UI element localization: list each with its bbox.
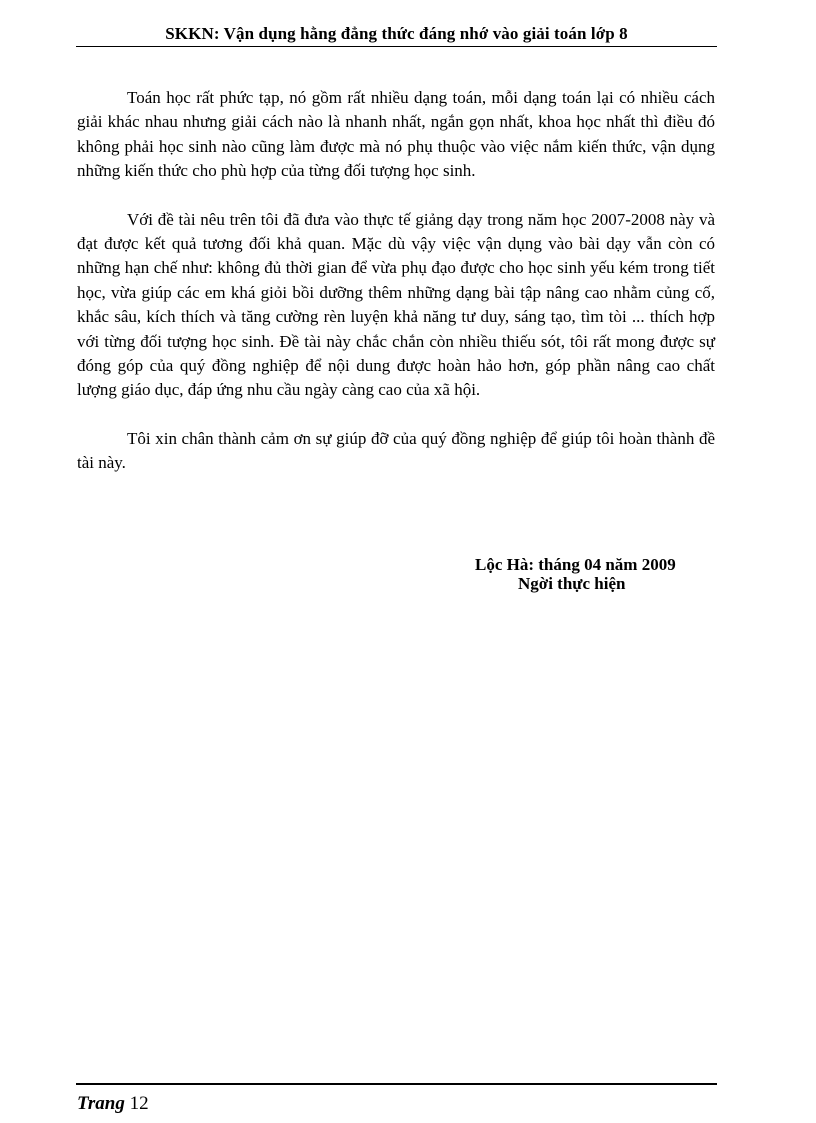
page-header bbox=[76, 22, 717, 47]
header-title: SKKN: Vận dụng hằng đẳng thức đáng nhớ vào giải toán lớp 8 bbox=[165, 24, 628, 43]
paragraph-application: Với đề tài nêu trên tôi đã đưa vào thực tế giảng dạy trong năm học 2007-2008 này và đạt được kết quả tương đối khả quan. Mặc dù vậy việc vận dụng vào bài dạy vẫn còn có những hạn chế như: không đủ thời gian để vừa phụ đạo được cho học sinh yếu kém trong tiết học, vừa giúp các em khá giỏi bồi dưỡng thêm những dạng bài tập nâng cao nhằm củng cố, khắc sâu, kích thích và tăng cường rèn luyện khả năng tư duy, sáng tạo, tìm tòi ... thích hợp với từng đối tượng học sinh. Đề tài này chắc chắn còn nhiều thiếu sót, tôi rất mong được sự đóng góp của quý đồng nghiệp để nội dung được hoàn hảo hơn, góp phần nâng cao chất lượng giáo dục, đáp ứng nhu cầu ngày càng cao của xã hội. bbox=[77, 209, 715, 400]
footer-divider bbox=[76, 1083, 717, 1085]
signature-role: Ngời thực hiện bbox=[518, 574, 626, 593]
page-footer bbox=[77, 1093, 149, 1115]
signature-block bbox=[475, 555, 715, 593]
paragraph-intro: Toán học rất phức tạp, nó gồm rất nhiều dạng toán, mỗi dạng toán lại có nhiều cách giải khác nhau nhưng giải cách nào là nhanh nhất, ngắn gọn nhất, khoa học nhất thì điều đó không phải học sinh nào cũng làm được mà nó phụ thuộc vào việc nắm kiến thức, vận dụng những kiến thức cho phù hợp của từng đối tượng học sinh. bbox=[77, 88, 715, 181]
signature-place-date: Lộc Hà: tháng 04 năm 2009 bbox=[475, 555, 676, 574]
document-body bbox=[77, 86, 715, 500]
page-label: Trang bbox=[77, 1093, 125, 1114]
page-number: 12 bbox=[129, 1093, 149, 1114]
paragraph-thanks: Tôi xin chân thành cảm ơn sự giúp đỡ của quý đồng nghiệp để giúp tôi hoàn thành đề tài này. bbox=[77, 428, 715, 473]
